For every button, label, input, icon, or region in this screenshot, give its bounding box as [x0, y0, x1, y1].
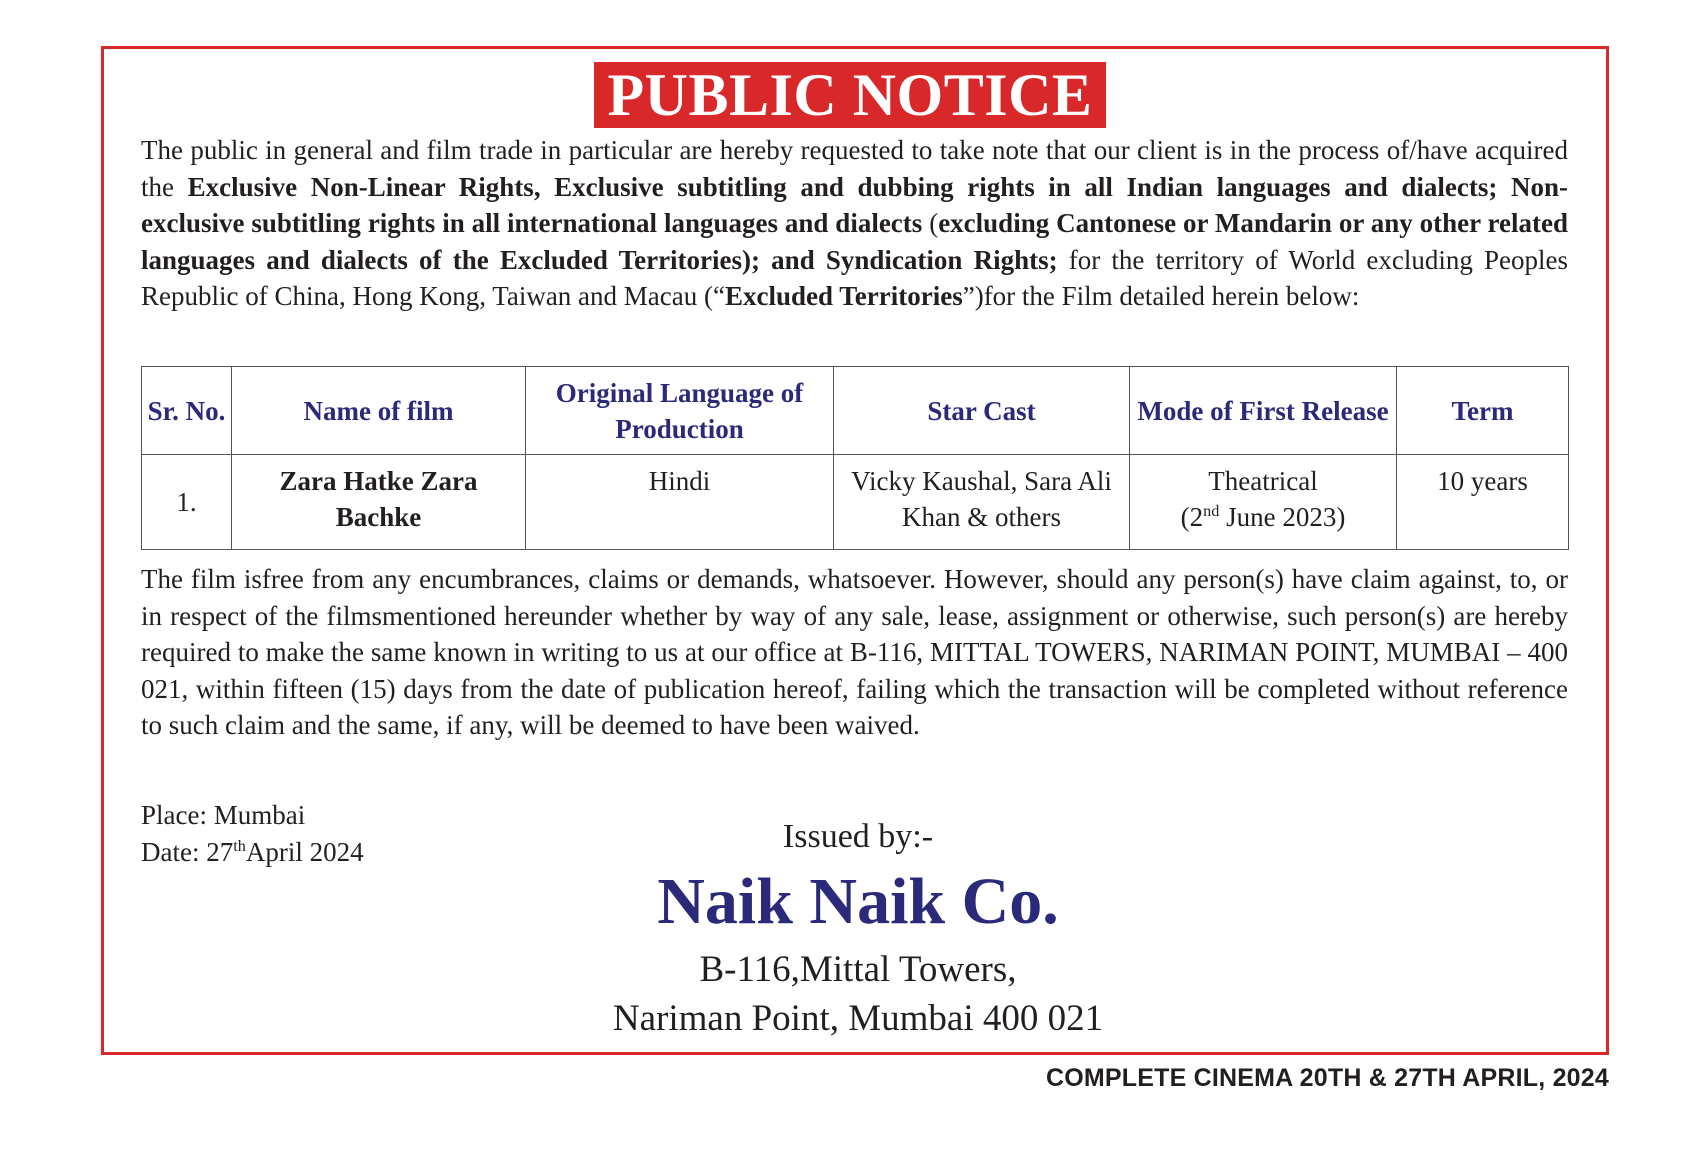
date-rest: April 2024 — [245, 837, 364, 867]
intro-text-4: ”)for the Film detailed herein below: — [962, 281, 1360, 312]
intro-paragraph — [141, 132, 1568, 315]
cell-sr-no: 1. — [142, 455, 232, 550]
intro-text-3: for the territory of World excluding Peoples Republic of China, Hong Kong, Taiwan and Macau (“ — [141, 244, 1569, 312]
notice-title: PUBLIC NOTICE — [594, 62, 1107, 128]
title-banner-wrap — [0, 62, 1700, 128]
table-header-row — [142, 367, 1569, 455]
date-prefix: Date: 27 — [141, 837, 234, 867]
intro-rights-bold: Exclusive Non-Linear Rights, Exclusive subtitling and dubbing rights in all Indian languages and dialects; Non-exclusive subtitling rights in all international languages and dialects — [141, 171, 1568, 239]
intro-exclusions-bold: excluding Cantonese or Mandarin or any other related languages and dialects of the Excluded Territories); and Syndication Rights; — [141, 208, 1568, 275]
table-row — [142, 455, 1569, 550]
release-date-sup: nd — [1203, 502, 1220, 520]
body-paragraph: The film isfree from any encumbrances, claims or demands, whatsoever. However, should any person(s) have claim against, to, or in respect of the filmsmentioned hereunder whether by way of any sale, lease, assignment or otherwise, such person(s) are hereby required to make the same known in writing to us at our office at B-116, MITTAL TOWERS, NARIMAN POINT, MUMBAI – 400 021, within fifteen (15) days from the date of publication hereof, failing which the transaction will be completed without reference to such claim and the same, if any, will be deemed to have been waived. — [141, 564, 1568, 741]
address-line-1: B-116,Mittal Towers, — [699, 949, 1017, 990]
film-name-text: Zara Hatke Zara Bachke — [279, 466, 478, 532]
date-sup: th — [233, 837, 246, 855]
header-language: Original Language of Production — [526, 367, 834, 455]
header-star-cast: Star Cast — [834, 367, 1130, 455]
header-film-name: Name of film — [232, 367, 526, 455]
intro-text-1: The public in general and film trade in particular are hereby requested to take note that our client is in the process of/have acquired the — [141, 135, 1568, 202]
cell-release-mode — [1130, 455, 1397, 550]
release-date-open: (2 — [1180, 502, 1204, 532]
cell-language: Hindi — [526, 455, 834, 550]
publication-footer: COMPLETE CINEMA 20TH & 27TH APRIL, 2024 — [1045, 1064, 1609, 1092]
film-table — [141, 366, 1569, 550]
intro-text-2: ( — [922, 208, 939, 239]
release-mode-text: Theatrical — [1208, 466, 1318, 496]
company-name: Naik Naik Co. — [657, 865, 1059, 938]
cell-term: 10 years — [1397, 455, 1569, 550]
header-release-mode: Mode of First Release — [1130, 367, 1397, 455]
place-line: Place: Mumbai — [141, 800, 306, 830]
header-sr-no: Sr. No. — [142, 367, 232, 455]
release-date-rest: June 2023) — [1219, 502, 1346, 532]
cell-film-name — [232, 455, 526, 550]
header-term: Term — [1397, 367, 1569, 455]
intro-excluded-territories-bold: Excluded Territories — [724, 281, 963, 312]
issued-by: Issued by:- — [782, 818, 934, 855]
cell-star-cast: Vicky Kaushal, Sara Ali Khan & others — [834, 455, 1130, 550]
address-line-2: Nariman Point, Mumbai 400 021 — [612, 998, 1104, 1039]
